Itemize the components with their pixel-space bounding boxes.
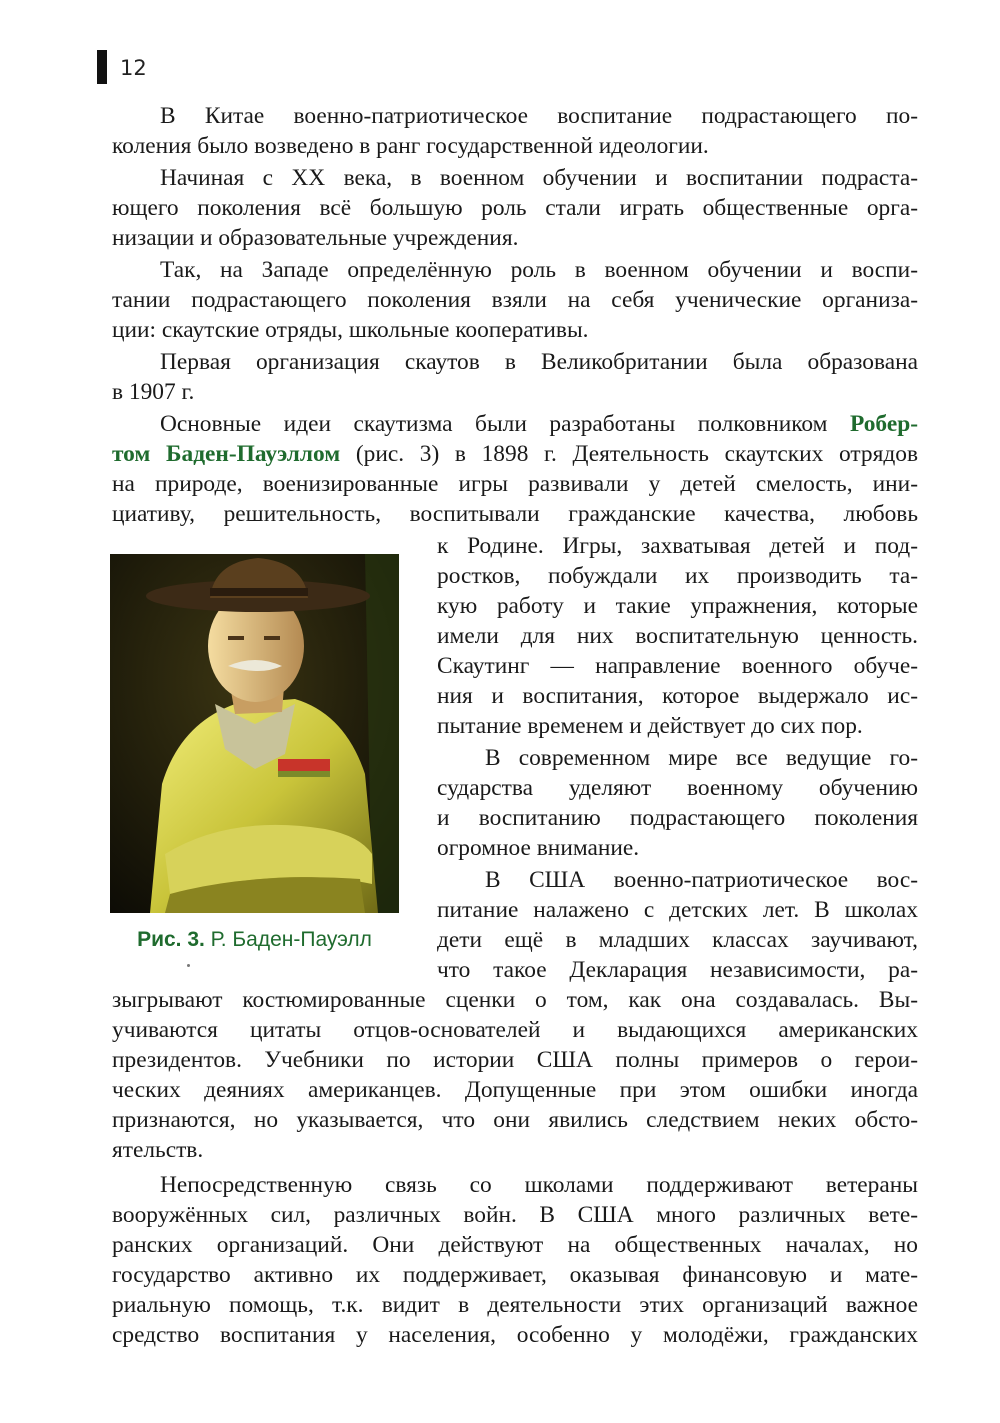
text-line: в 1907 г. <box>112 379 195 405</box>
text-line: и воспитанию подрастающего поколения <box>437 805 918 831</box>
text-line: коления было возведено в ранг государственной идеологии. <box>112 133 709 159</box>
text-line: учиваются цитаты отцов-основателей и выдающихся американских <box>112 1017 918 1043</box>
text-line: питание налажено с детских лет. В школах <box>437 897 918 923</box>
text-line: к Родине. Игры, захватывая детей и под- <box>437 533 918 559</box>
text-line: вооружённых сил, различных войн. В США много различных вете- <box>112 1202 918 1228</box>
text-line: В современном мире все ведущие го- <box>485 745 918 771</box>
person-name-link-part1: Робер- <box>850 411 918 437</box>
text-line: зыгрывают костюмированные сценки о том, как она создавалась. Вы- <box>112 987 918 1013</box>
scan-speck <box>187 964 190 967</box>
text-line: В США военно-патриотическое вос- <box>485 867 918 893</box>
portrait-image <box>110 554 399 913</box>
text-line: низации и образовательные учреждения. <box>112 225 519 251</box>
text-line: ции: скаутские отряды, школьные кооперативы. <box>112 317 589 343</box>
text-line: дети ещё в младших классах заучивают, <box>437 927 918 953</box>
text-line: признаются, но указывается, что они явились следствием неких обсто- <box>112 1107 918 1133</box>
text-line: ющего поколения всё большую роль стали играть общественные орга- <box>112 195 918 221</box>
person-name-link-part2: том Баден-Пауэллом <box>112 441 341 467</box>
text-line: на природе, военизированные игры развивали у детей смелость, ини- <box>112 471 918 497</box>
text-line: ния и воспитания, которое выдержало ис- <box>437 683 918 709</box>
text-line: ростков, побуждали их производить та- <box>437 563 918 589</box>
text-line: что такое Декларация независимости, ра- <box>437 957 918 983</box>
text-line: Скаутинг — направление военного обуче- <box>437 653 918 679</box>
text-line: пытание временем и действует до сих пор. <box>437 713 863 739</box>
text-line: имели для них воспитательную ценность. <box>437 623 918 649</box>
text-line: Так, на Западе определённую роль в военном обучении и воспи- <box>160 257 918 283</box>
text-line: тании подрастающего поколения взяли на себя ученические организа- <box>112 287 918 313</box>
text-line: риальную помощь, т.к. видит в деятельности этих организаций важное <box>112 1292 918 1318</box>
text-line: Основные идеи скаутизма были разработаны полковником Робер- <box>160 411 918 437</box>
text-line: Начиная с XX века, в военном обучении и воспитании подраста- <box>160 165 918 191</box>
text-line: кую работу и такие упражнения, которые <box>437 593 918 619</box>
text-line: В Китае военно-патриотическое воспитание подрастающего по- <box>160 103 918 129</box>
text-line: Первая организация скаутов в Великобритании была образована <box>160 349 918 375</box>
portrait-figure <box>110 554 399 913</box>
text-line: президентов. Учебники по истории США полны примеров о герои- <box>112 1047 918 1073</box>
figure-caption <box>110 928 399 952</box>
text-line: огромное внимание. <box>437 835 640 861</box>
text-line: ранских организаций. Они действуют на общественных началах, но <box>112 1232 918 1258</box>
figure-caption-label: Рис. 3. <box>137 928 205 951</box>
text-line: ческих деяниях американцев. Допущенные при этом ошибки иногда <box>112 1077 918 1103</box>
text-line: циативу, решительность, воспитывали гражданские качества, любовь <box>112 501 918 527</box>
text-line: том Баден-Пауэллом (рис. 3) в 1898 г. Деятельность скаутских отрядов <box>112 441 918 467</box>
text-line: ятельств. <box>112 1137 204 1163</box>
text-line: средство воспитания у населения, особенно у молодёжи, гражданских <box>112 1322 918 1348</box>
text-line: государство активно их поддерживает, оказывая финансовую и мате- <box>112 1262 918 1288</box>
figure-caption-text: Р. Баден-Пауэлл <box>204 928 372 951</box>
page-marker-bar <box>97 50 107 84</box>
text-line: Непосредственную связь со школами поддерживают ветераны <box>160 1172 918 1198</box>
page-number: 12 <box>120 56 147 80</box>
text-line: сударства уделяют военному обучению <box>437 775 918 801</box>
